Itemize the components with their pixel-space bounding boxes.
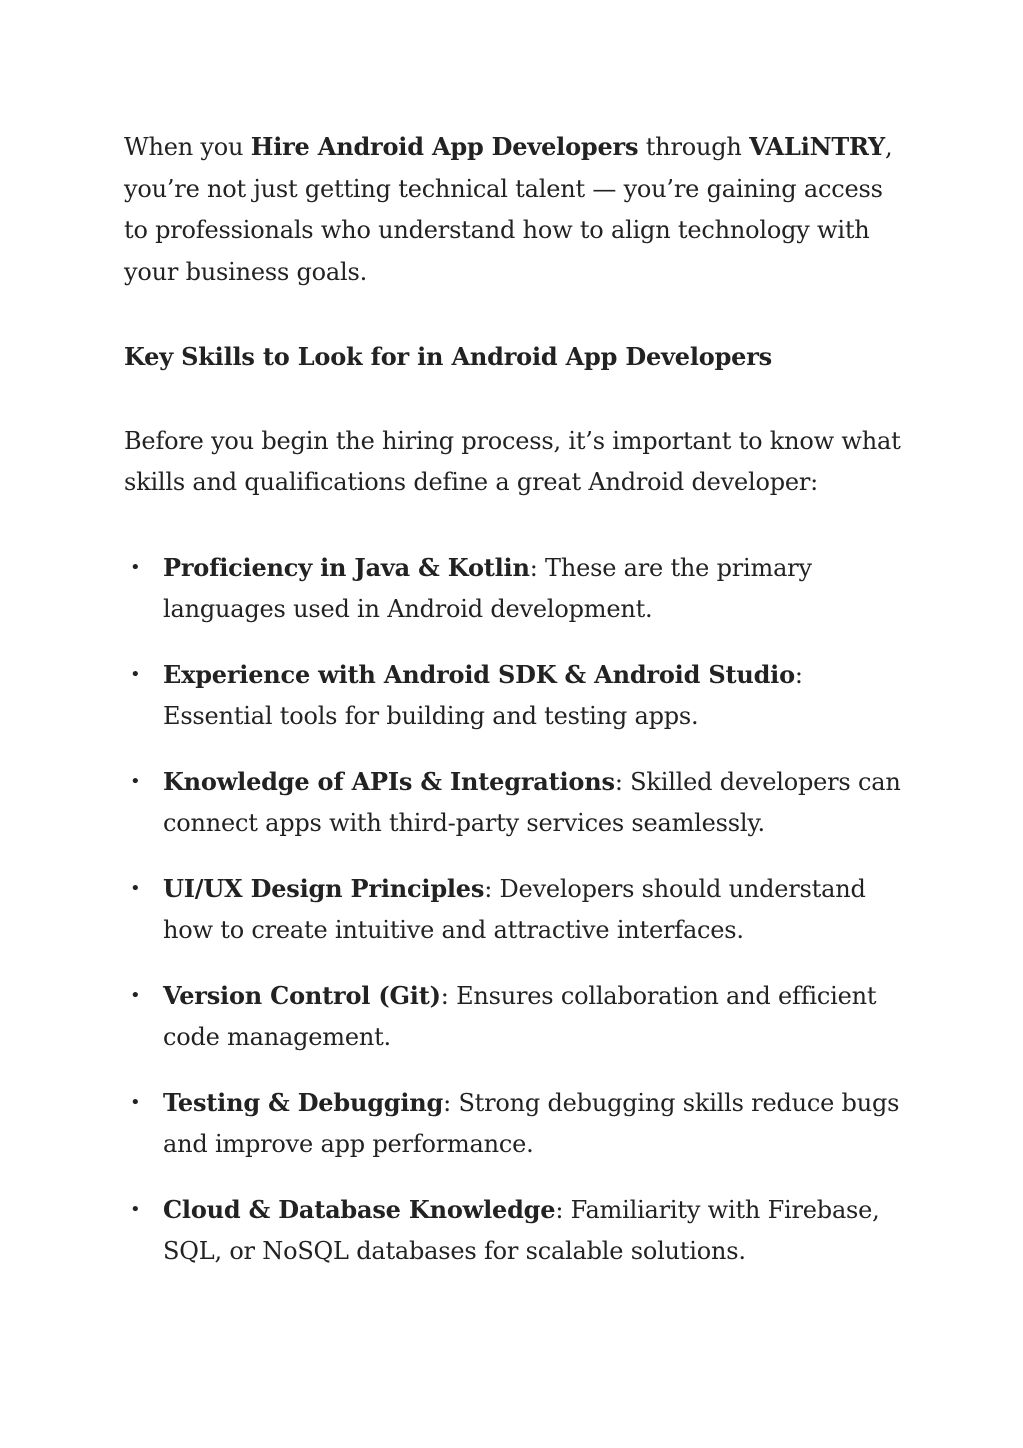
bullet-icon: •	[130, 1091, 141, 1113]
skill-desc: : Essential tools for building and testing apps.	[163, 660, 803, 730]
bullet-icon: •	[130, 984, 141, 1006]
bullet-icon: •	[130, 1198, 141, 1220]
list-item	[124, 1082, 904, 1166]
skill-term: Cloud & Database Knowledge	[163, 1194, 556, 1224]
skill-desc: : Skilled developers can connect apps with third-party services seamlessly.	[163, 767, 901, 837]
document-page	[124, 126, 904, 1296]
list-item	[124, 547, 904, 631]
list-item	[124, 761, 904, 845]
section-heading: Key Skills to Look for in Android App Developers	[124, 342, 772, 371]
skill-term: UI/UX Design Principles	[163, 873, 485, 903]
intro-bold-hire: Hire Android App Developers	[250, 132, 639, 161]
intro-paragraph	[124, 126, 904, 293]
skill-desc: : These are the primary languages used in Android development.	[163, 553, 812, 623]
skill-term: Proficiency in Java & Kotlin	[163, 552, 530, 582]
list-item	[124, 975, 904, 1059]
bullet-icon: •	[130, 556, 141, 578]
skill-term: Version Control (Git)	[163, 980, 441, 1010]
skill-term: Testing & Debugging	[163, 1087, 444, 1117]
list-item	[124, 1189, 904, 1273]
list-item	[124, 868, 904, 952]
lead-paragraph: Before you begin the hiring process, it’s important to know what skills and qualifications define a great Android developer:	[124, 426, 901, 496]
skill-term: Experience with Android SDK & Android Studio	[163, 659, 795, 689]
skill-desc: : Developers should understand how to create intuitive and attractive interfaces.	[163, 874, 866, 944]
bullet-icon: •	[130, 877, 141, 899]
intro-bold-company: VALiNTRY	[749, 132, 885, 161]
skills-list	[124, 547, 904, 1273]
bullet-icon: •	[130, 663, 141, 685]
skill-desc: : Familiarity with Firebase, SQL, or NoSQL databases for scalable solutions.	[163, 1195, 880, 1265]
intro-mid: through	[638, 133, 750, 161]
skill-desc: : Strong debugging skills reduce bugs and improve app performance.	[163, 1088, 900, 1158]
skill-desc: : Ensures collaboration and efficient code management.	[163, 981, 877, 1051]
list-item	[124, 654, 904, 738]
intro-post: , you’re not just getting technical talent — you’re gaining access to professionals who understand how to align technology with your business goals.	[124, 133, 893, 286]
intro-pre: When you	[124, 133, 251, 161]
skill-term: Knowledge of APIs & Integrations	[163, 766, 615, 796]
bullet-icon: •	[130, 770, 141, 792]
